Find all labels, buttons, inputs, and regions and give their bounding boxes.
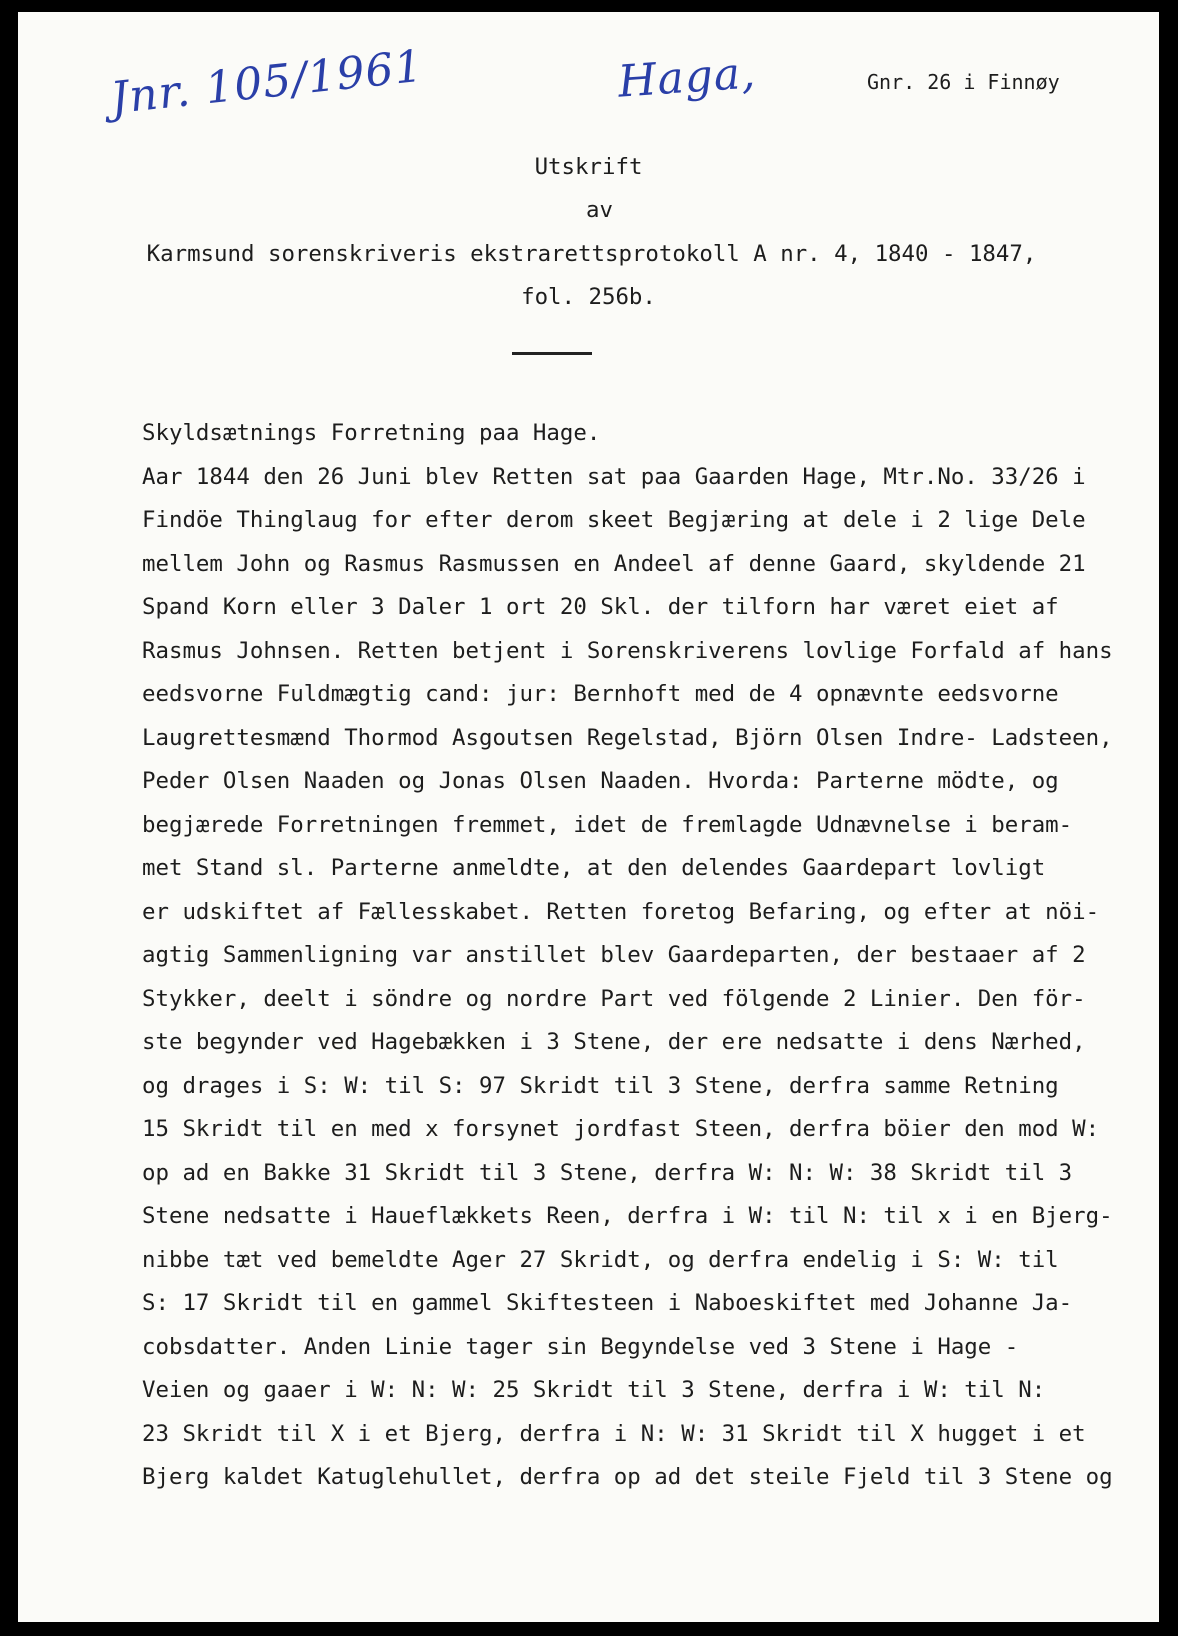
- body-line: met Stand sl. Parterne anmeldte, at den delendes Gaardepart lovligt: [142, 855, 1046, 881]
- body-line: begjærede Forretningen fremmet, idet de fremlagde Udnævnelse i beram-: [142, 811, 1073, 838]
- document-body: [142, 412, 1142, 1500]
- body-line: Spand Korn eller 3 Daler 1 ort 20 Skl. der tilforn har været eiet af: [142, 594, 1059, 620]
- body-line: Stykker, deelt i söndre og nordre Part ved fölgende 2 Linier. Den för-: [142, 985, 1086, 1012]
- body-line: Laugrettesmænd Thormod Asgoutsen Regelstad, Björn Olsen Indre- Ladsteen,: [142, 724, 1113, 751]
- body-line: cobsdatter. Anden Linie tager sin Begyndelse ved 3 Stene i Hage -: [142, 1333, 1019, 1360]
- property-reference: Gnr. 26 i Finnøy: [867, 70, 1060, 94]
- body-line: Aar 1844 den 26 Juni blev Retten sat paa Gaarden Hage, Mtr.No. 33/26 i: [142, 463, 1086, 490]
- body-line: og drages i S: W: til S: 97 Skridt til 3 Stene, derfra samme Retning: [142, 1072, 1059, 1099]
- handwritten-reference: Jnr. 105/1961: [108, 40, 426, 125]
- body-line: er udskiftet af Fællesskabet. Retten foretog Befaring, og efter at nöi-: [142, 898, 1100, 925]
- body-line: Peder Olsen Naaden og Jonas Olsen Naaden. Hvorda: Parterne mödte, og: [142, 768, 1059, 794]
- title-line-4: fol. 256b.: [521, 284, 656, 310]
- body-line: 23 Skridt til X i et Bjerg, derfra i N: W: 31 Skridt til X hugget i et: [142, 1420, 1086, 1447]
- document-page: [18, 12, 1159, 1622]
- body-line: Skyldsætnings Forretning paa Hage.: [142, 420, 601, 446]
- body-line: Veien og gaaer i W: N: W: 25 Skridt til 3 Stene, derfra i W: til N:: [142, 1377, 1046, 1403]
- handwritten-place-name: Haga,: [616, 47, 758, 108]
- body-line: Rasmus Johnsen. Retten betjent i Sorenskriverens lovlige Forfald af hans: [142, 637, 1113, 664]
- title-line-3: Karmsund sorenskriveris ekstrarettsprotokoll A nr. 4, 1840 - 1847,: [146, 241, 1037, 267]
- body-line: agtig Sammenligning var anstillet blev Gaardeparten, der bestaaer af 2: [142, 942, 1086, 968]
- body-line: eedsvorne Fuldmægtig cand: jur: Bernhoft med de 4 opnævnte eedsvorne: [142, 681, 1059, 707]
- body-line: ste begynder ved Hagebækken i 3 Stene, der ere nedsatte i dens Nærhed,: [142, 1029, 1086, 1055]
- body-line: mellem John og Rasmus Rasmussen en Andeel af denne Gaard, skyldende 21: [142, 550, 1086, 577]
- body-line: op ad en Bakke 31 Skridt til 3 Stene, derfra W: N: W: 38 Skridt til 3: [142, 1159, 1073, 1186]
- body-line: Findöe Thinglaug for efter derom skeet Begjæring at dele i 2 lige Dele: [142, 507, 1086, 533]
- body-line: S: 17 Skridt til en gammel Skiftesteen i Naboeskiftet med Johanne Ja-: [142, 1290, 1073, 1316]
- body-line: nibbe tæt ved bemeldte Ager 27 Skridt, og derfra endelig i S: W: til: [142, 1246, 1059, 1273]
- body-line: 15 Skridt til en med x forsynet jordfast Steen, derfra böier den mod W:: [142, 1116, 1100, 1142]
- separator-rule: [512, 352, 592, 355]
- title-line-2: av: [586, 197, 613, 223]
- body-line: Stene nedsatte i Haueflækkets Reen, derfra i W: til N: til x i en Bjerg-: [142, 1203, 1113, 1229]
- title-line-1: Utskrift: [534, 154, 643, 180]
- body-line: Bjerg kaldet Katuglehullet, derfra op ad det steile Fjeld til 3 Stene og: [142, 1464, 1113, 1490]
